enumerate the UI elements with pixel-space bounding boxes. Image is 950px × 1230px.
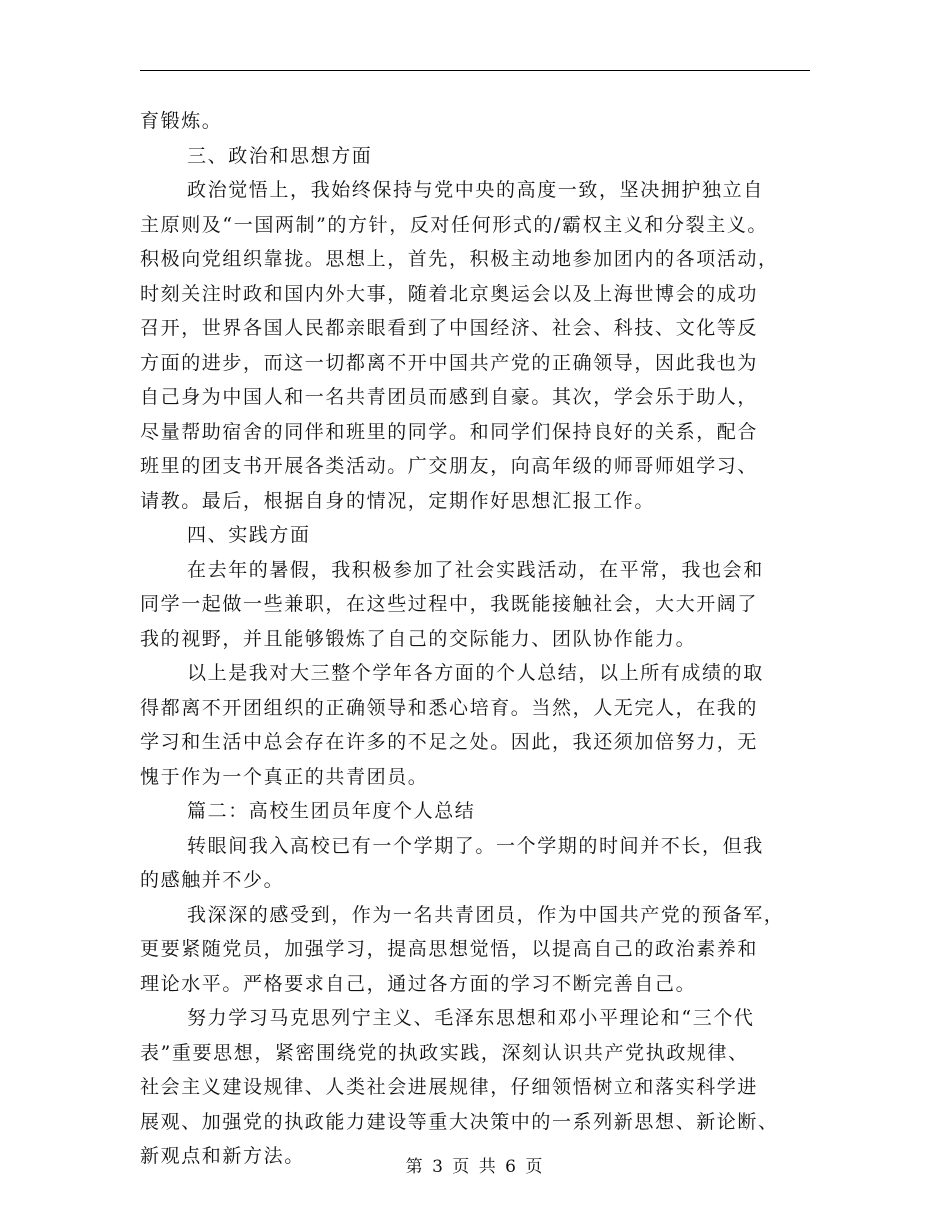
section-heading: 篇二：高校生团员年度个人总结 (187, 800, 476, 822)
text-line: 展观、加强党的执政能力建设等重大决策中的一系列新思想、新论断、 (140, 1110, 779, 1133)
text-line: 尽量帮助宿舍的同伴和班里的同学。和同学们保持良好的关系，配合 (140, 420, 759, 443)
document-body (140, 104, 812, 1174)
text-line: 育锻炼。 (140, 110, 223, 132)
text-line: 召开，世界各国人民都亲眼看到了中国经济、社会、科技、文化等反 (140, 317, 759, 339)
text-line: 自己身为中国人和一名共青团员而感到自豪。其次，学会乐于助人， (140, 386, 759, 408)
text-line: 以上是我对大三整个学年各方面的个人总结，以上所有成绩的取 (187, 662, 764, 684)
text-line: 请教。最后，根据自身的情况，定期作好思想汇报工作。 (140, 489, 656, 512)
text-line: 新观点和新方法。 (140, 1145, 305, 1167)
text-line: 政治觉悟上，我始终保持与党中央的高度一致，坚决拥护独立自 (187, 179, 764, 201)
text-line: 在去年的暑假，我积极参加了社会实践活动，在平常，我也会和 (187, 558, 764, 581)
text-line: 主原则及“一国两制”的方针，反对任何形式的/霸权主义和分裂主义。 (140, 213, 769, 236)
text-line: 方面的进步，而这一切都离不开中国共产党的正确领导，因此我也为 (140, 351, 759, 374)
header-divider (140, 70, 810, 71)
text-line: 的感触并不少。 (140, 869, 285, 891)
text-line: 同学一起做一些兼职，在这些过程中，我既能接触社会，大大开阔了 (140, 593, 759, 615)
text-line: 我深深的感受到，作为一名共青团员，作为中国共产党的预备军， (187, 903, 785, 926)
text-line: 得都离不开团组织的正确领导和悉心培育。当然，人无完人，在我的 (140, 696, 759, 719)
text-line: 努力学习马克思列宁主义、毛泽东思想和邓小平理论和“三个代 (187, 1007, 755, 1029)
page-number-footer: 第 3 页 共 6 页 (405, 1157, 545, 1177)
text-line: 转眼间我入高校已有一个学期了。一个学期的时间并不长，但我 (187, 834, 764, 857)
text-line: 愧于作为一个真正的共青团员。 (140, 765, 429, 788)
section-heading: 四、实践方面 (187, 524, 311, 546)
section-heading: 三、政治和思想方面 (187, 144, 373, 167)
text-line: 学习和生活中总会存在许多的不足之处。因此，我还须加倍努力，无 (140, 731, 759, 753)
text-line: 班里的团支书开展各类活动。广交朋友，向高年级的师哥师姐学习、 (140, 455, 759, 477)
text-line: 积极向党组织靠拢。思想上，首先，积极主动地参加团内的各项活动， (140, 248, 779, 270)
text-line: 理论水平。严格要求自己，通过各方面的学习不断完善自己。 (140, 972, 697, 995)
text-line: 更要紧随党员，加强学习，提高思想觉悟，以提高自己的政治素养和 (140, 938, 759, 960)
text-line: 我的视野，并且能够锻炼了自己的交际能力、团队协作能力。 (140, 627, 697, 650)
text-line: 表”重要思想，紧密围绕党的执政实践，深刻认识共产党执政规律、 (140, 1041, 749, 1064)
text-line: 时刻关注时政和国内外大事，随着北京奥运会以及上海世博会的成功 (140, 282, 759, 305)
text-line: 社会主义建设规律、人类社会进展规律，仔细领悟树立和落实科学进 (140, 1076, 759, 1098)
